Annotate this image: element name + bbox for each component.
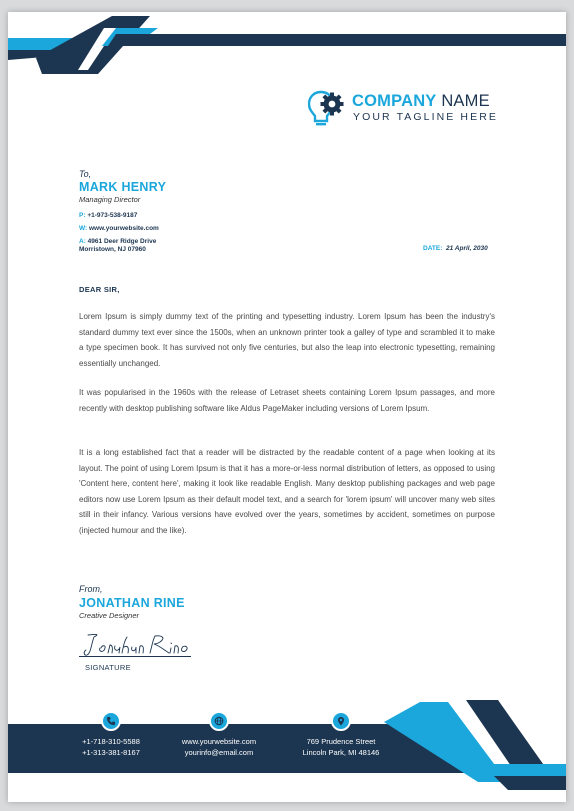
- company-tagline: YOUR TAGLINE HERE: [353, 111, 499, 123]
- footer-address-line2: Lincoln Park, MI 48146: [302, 747, 380, 757]
- company-name-light: NAME: [441, 92, 490, 110]
- company-name-bold: COMPANY: [352, 92, 437, 110]
- globe-icon: [209, 711, 229, 731]
- recipient-name: MARK HENRY: [79, 180, 167, 194]
- footer-phone: [76, 737, 146, 758]
- location-pin-icon: [331, 711, 351, 731]
- footer-band-decoration: [8, 12, 566, 802]
- footer-address: [292, 737, 390, 758]
- date-value: 21 April, 2030: [446, 245, 488, 252]
- body-paragraph-3: It is a long established fact that a reader will be distracted by the readable content of a page when looking at its layout. The point of using Lorem Ipsum is that it has a more-or-less normal distribution of letters, as opposed to using 'Content here, content here', making it look like readable English. Many desktop publishing packages and web page editors now use Lorem Ipsum as their default model text, and a search for 'lorem ipsum' will uncover many web sites still in their infancy. Various versions have evolved over the years, sometimes by accident, sometimes on purpose (injected humour and the like).: [79, 448, 495, 535]
- from-label: From,: [79, 584, 103, 594]
- address-label: A:: [79, 238, 86, 245]
- address-line1: 4961 Deer Ridge Drive: [87, 238, 157, 245]
- body-paragraph-1: Lorem Ipsum is simply dummy text of the printing and typesetting industry. Lorem Ipsum has been the industry's standard dummy text ever since the 1500s, when an unknown printer took a galley of type and scrambled it to make a type specimen book. It has survived not only five centuries, but also the leap into electronic typesetting, remaining essentially unchanged.: [79, 312, 495, 368]
- website-value: www.yourwebsite.com: [89, 225, 159, 232]
- signature-label: SIGNATURE: [85, 663, 131, 672]
- footer-phone-1: +1-718-310-5588: [82, 737, 140, 746]
- recipient-title: Managing Director: [79, 195, 141, 204]
- phone-value: +1-973-538-9187: [87, 212, 138, 219]
- footer-web: [174, 737, 264, 758]
- phone-label: P:: [79, 212, 86, 219]
- sender-title: Creative Designer: [79, 611, 140, 620]
- body-paragraph-2: It was popularised in the 1960s with the release of Letraset sheets containing Lorem Ipsum passages, and more recently with desktop publishing software like Aldus PageMaker including versions of Lorem Ipsum.: [79, 388, 495, 413]
- salutation: DEAR SIR,: [79, 285, 120, 294]
- letterhead-page: [8, 12, 566, 802]
- to-label: To,: [79, 169, 92, 179]
- phone-icon: [101, 711, 121, 731]
- footer-email: yourinfo@email.com: [184, 747, 254, 757]
- footer-address-line1: 769 Prudence Street: [306, 737, 376, 746]
- website-label: W:: [79, 225, 88, 232]
- footer-website: www.yourwebsite.com: [181, 737, 257, 746]
- recipient-address-line2: Morristown, NJ 07960: [79, 246, 146, 253]
- date-label: DATE:: [423, 245, 443, 252]
- sender-name: JONATHAN RINE: [79, 596, 185, 610]
- footer-phone-2: +1-313-381-8167: [82, 747, 140, 757]
